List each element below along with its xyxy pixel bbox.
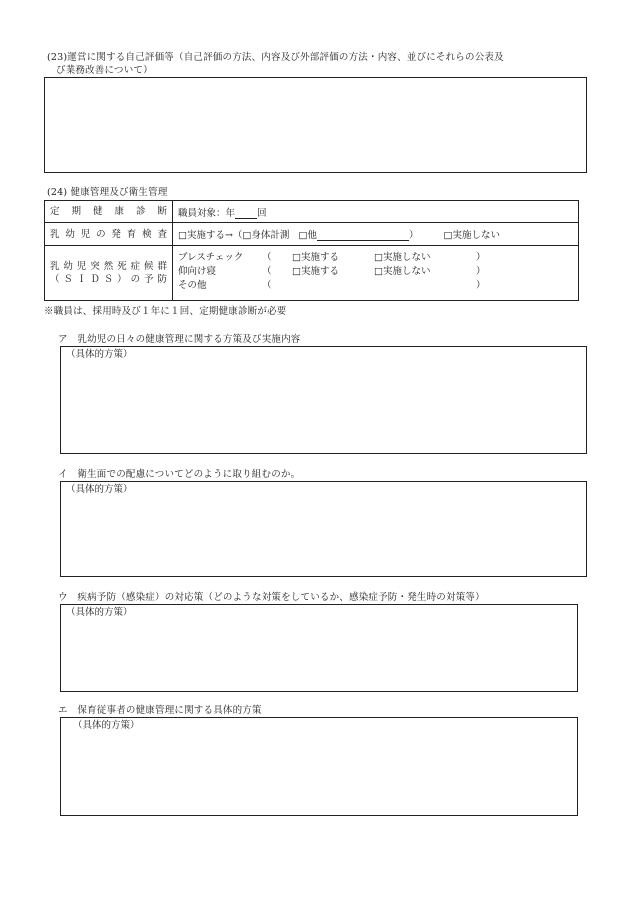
section-e-heading: エ 保育従事者の健康管理に関する具体的方策 (58, 705, 262, 716)
section-a-heading: ア 乳幼児の日々の健康管理に関する方策及び実施内容 (58, 334, 301, 345)
section-23-heading-line2: び業務改善について） (56, 65, 153, 76)
section-e-box-label: （具体的方策） (73, 720, 140, 731)
staff-checkup-suffix: 回 (257, 207, 267, 219)
growth-close-paren: ） (408, 230, 419, 241)
section-a-text-area[interactable] (60, 346, 587, 454)
breath-check-open: （ (262, 252, 272, 263)
sids-label-line1: 乳幼児突然死症候群 (50, 261, 167, 272)
growth-check-value-cell (173, 223, 579, 246)
breath-check-yes[interactable]: □実施する (292, 252, 339, 263)
growth-other-option[interactable]: □他 (298, 230, 317, 241)
section-23-text-area[interactable] (44, 77, 587, 173)
section-i-box-label: （具体的方策） (66, 484, 133, 495)
table-row (45, 246, 579, 301)
sids-value-cell (173, 246, 579, 301)
section-u-box-label: （具体的方策） (66, 607, 133, 618)
section-23-heading-line1: (23)運営に関する自己評価等（自己評価の方法、内容及び外部評価の方法・内容、並びにそれらの公表及 (47, 52, 504, 63)
section-24-heading: (24) 健康管理及び衛生管理 (47, 187, 168, 198)
section-a-box-label: （具体的方策） (66, 349, 133, 360)
supine-sleep-open: （ (262, 266, 272, 277)
breath-check-no[interactable]: □実施しない (374, 252, 431, 263)
growth-check-label: 乳幼児の発育検査 (45, 223, 173, 246)
breath-check-name: ブレスチェック (178, 252, 244, 263)
sids-label (45, 246, 173, 301)
sids-other-name: その他 (178, 280, 207, 291)
supine-sleep-name: 仰向け寝 (178, 266, 217, 277)
table-row (45, 201, 579, 223)
supine-sleep-no[interactable]: □実施しない (374, 266, 431, 277)
section-e-text-area[interactable] (60, 717, 578, 816)
growth-implement-option[interactable]: □実施する→（□身体計測 (178, 230, 290, 241)
table-row (45, 223, 579, 246)
section-i-heading: イ 衛生面での配慮についてどのように取り組むのか。 (58, 469, 301, 480)
supine-sleep-yes[interactable]: □実施する (292, 266, 339, 277)
section-u-heading: ウ 疾病予防（感染症）の対応策（どのような対策をしているか、感染症予防・発生時の対策等） (58, 592, 485, 603)
section-u-text-area[interactable] (60, 604, 578, 692)
breath-check-close: ） (476, 252, 486, 263)
sids-other-open: （ (262, 280, 272, 291)
checkup-label: 定期健康診断 (45, 201, 173, 223)
growth-not-implement-option[interactable]: □実施しない (443, 230, 500, 241)
section-i-text-area[interactable] (60, 481, 587, 577)
supine-sleep-close: ） (476, 266, 486, 277)
staff-checkup-count-field[interactable] (235, 207, 257, 219)
checkup-note: ※職員は、採用時及び１年に１回、定期健康診断が必要 (44, 306, 287, 317)
staff-checkup-prefix: 職員対象：年 (178, 207, 236, 219)
checkup-value-cell (173, 201, 579, 223)
sids-other-close: ） (476, 280, 486, 291)
growth-other-field[interactable] (317, 229, 409, 241)
sids-label-line2: （ＳＩＤＳ）の予防 (50, 274, 167, 285)
health-management-table (44, 200, 579, 301)
